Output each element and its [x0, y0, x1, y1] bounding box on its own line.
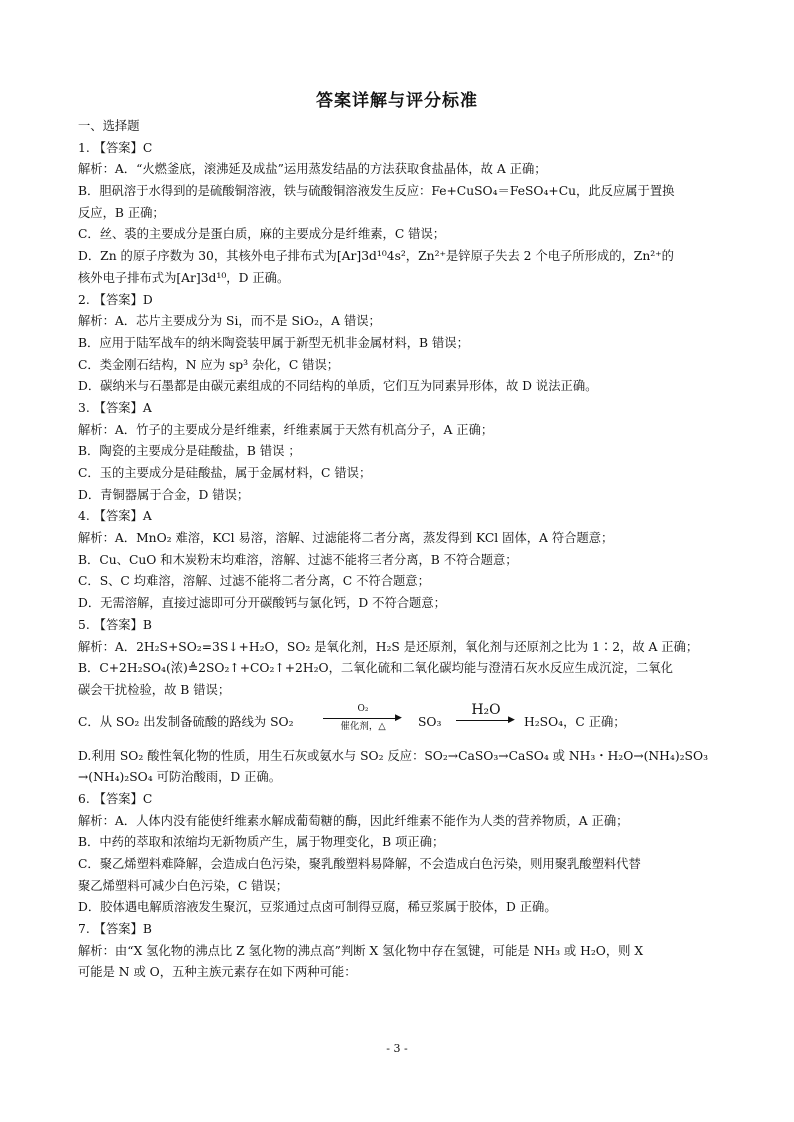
answer-body: [78, 116, 720, 984]
text-line: B．Cu、CuO 和木炭粉末均难溶，溶解、过滤不能将三者分离，B 不符合题意；: [78, 552, 518, 567]
page-number: - 3 -: [386, 1042, 408, 1055]
section-heading: 一、选择题: [78, 119, 140, 133]
text-line: →(NH₄)₂SO₄ 可防治酸雨，D 正确。: [78, 770, 282, 785]
route-prefix: C．从 SO₂ 出发制备硫酸的路线为 SO₂: [78, 714, 294, 729]
arrow-2-line: [456, 720, 510, 721]
text-line: 解析：A．MnO₂ 难溶，KCl 易溶，溶解、过滤能将二者分离，蒸发得到 KCl 固体，A 符合题意；: [78, 531, 614, 546]
sulfuric-acid-route: [78, 702, 720, 746]
text-line: D．无需溶解，直接过滤即可分开碳酸钙与氯化钙，D 不符合题意；: [78, 596, 446, 611]
arrow-1-condition: 催化剂，△: [340, 720, 386, 732]
text-line: 反应，B 正确；: [78, 205, 165, 220]
text-line: D．胶体遇电解质溶液发生聚沉，豆浆通过点卤可制得豆腐，稀豆浆属于胶体，D 正确。: [78, 900, 557, 915]
text-line: 解析：A．“火燃釜底，滚沸延及成盐”运用蒸发结晶的方法获取食盐晶体，故 A 正确；: [78, 162, 547, 177]
text-line: 4. 【答案】A: [78, 509, 152, 524]
text-line: 7. 【答案】B: [78, 922, 152, 937]
text-line: 5. 【答案】B: [78, 617, 152, 632]
text-line: 解析：A．芯片主要成分为 Si，而不是 SiO₂，A 错误；: [78, 314, 381, 329]
text-line: D.利用 SO₂ 酸性氧化物的性质，用生石灰或氨水与 SO₂ 反应：SO₂→CaSO₃→CaSO₄ 或 NH₃・H₂O→(NH₄)₂SO₃: [78, 748, 708, 763]
text-line: C．玉的主要成分是硅酸盐，属于金属材料，C 错误；: [78, 466, 372, 480]
reaction-arrow-2: [456, 702, 516, 732]
text-line: 1. 【答案】C: [78, 140, 153, 155]
text-line: D．碳纳米与石墨都是由碳元素组成的不同结构的单质，它们互为同素异形体，故 D 说法正确。: [78, 379, 598, 394]
route-intermediate: SO₃: [418, 714, 442, 729]
text-line: C．类金刚石结构，N 应为 sp³ 杂化，C 错误；: [78, 357, 340, 372]
text-line: 可能是 N 或 O，五种主族元素存在如下两种可能：: [78, 965, 357, 980]
text-line: B．胆矾溶于水得到的是硫酸铜溶液，铁与硫酸铜溶液发生反应：Fe+CuSO₄＝FeSO₄+Cu，此反应属于置换: [78, 184, 675, 199]
text-line: 解析：由“X 氢化物的沸点比 Z 氢化物的沸点高”判断 X 氢化物中存在氢键，可能是 NH₃ 或 H₂O，则 X: [78, 943, 644, 958]
text-line: 解析：A．人体内没有能使纤维素水解成葡萄糖的酶，因此纤维素不能作为人类的营养物质，A 正确；: [78, 813, 629, 828]
arrow-2-reagent: H₂O: [471, 701, 501, 718]
arrow-head-icon: ▶: [395, 712, 402, 723]
text-line: C．聚乙烯塑料难降解，会造成白色污染，聚乳酸塑料易降解，不会造成白色污染，则用聚乳酸塑料代替: [78, 857, 641, 871]
text-line: B．中药的萃取和浓缩均无新物质产生，属于物理变化，B 项正确；: [78, 835, 445, 850]
text-line: B．C+2H₂SO₄(浓)≜2SO₂↑+CO₂↑+2H₂O，二氧化硫和二氧化碳均能与澄清石灰水反应生成沉淀，二氧化: [78, 661, 673, 676]
page-title: 答案详解与评分标准: [316, 91, 478, 111]
text-line: D．青铜器属于合金，D 错误；: [78, 487, 250, 502]
text-line: B．陶瓷的主要成分是硅酸盐，B 错误 ；: [78, 444, 301, 459]
text-line: 解析：A．2H₂S+SO₂=3S↓+H₂O，SO₂ 是氧化剂，H₂S 是还原剂，氧化剂与还原剂之比为 1∶2，故 A 正确；: [78, 639, 699, 654]
text-line: 碳会干扰检验，故 B 错误；: [78, 682, 231, 697]
text-line: 聚乙烯塑料可减少白色污染，C 错误；: [78, 878, 289, 893]
text-line: D．Zn 的原子序数为 30，其核外电子排布式为[Ar]3d¹⁰4s²，Zn²⁺是锌原子失去 2 个电子所形成的，Zn²⁺的: [78, 249, 674, 264]
answer-block-2: [78, 746, 720, 985]
text-line: C．丝、裘的主要成分是蛋白质，麻的主要成分是纤维素，C 错误；: [78, 227, 446, 242]
text-line: C．S、C 均难溶，溶解、过滤不能将二者分离，C 不符合题意；: [78, 574, 430, 589]
text-line: 6. 【答案】C: [78, 791, 153, 806]
text-line: 3. 【答案】A: [78, 400, 152, 415]
text-line: B．应用于陆军战车的纳米陶瓷装甲属于新型无机非金属材料，B 错误；: [78, 335, 469, 350]
arrow-1-line: [323, 718, 397, 719]
text-line: 2. 【答案】D: [78, 292, 153, 307]
route-suffix: H₂SO₄，C 正确；: [524, 714, 626, 729]
arrow-head-icon: ▶: [508, 714, 515, 725]
text-line: 解析：A．竹子的主要成分是纤维素，纤维素属于天然有机高分子，A 正确；: [78, 422, 494, 437]
answer-block-1: [78, 138, 720, 702]
text-line: 核外电子排布式为[Ar]3d¹⁰，D 正确。: [78, 270, 290, 285]
arrow-1-reagent: O₂: [357, 703, 369, 714]
reaction-arrow-1: [323, 704, 403, 734]
